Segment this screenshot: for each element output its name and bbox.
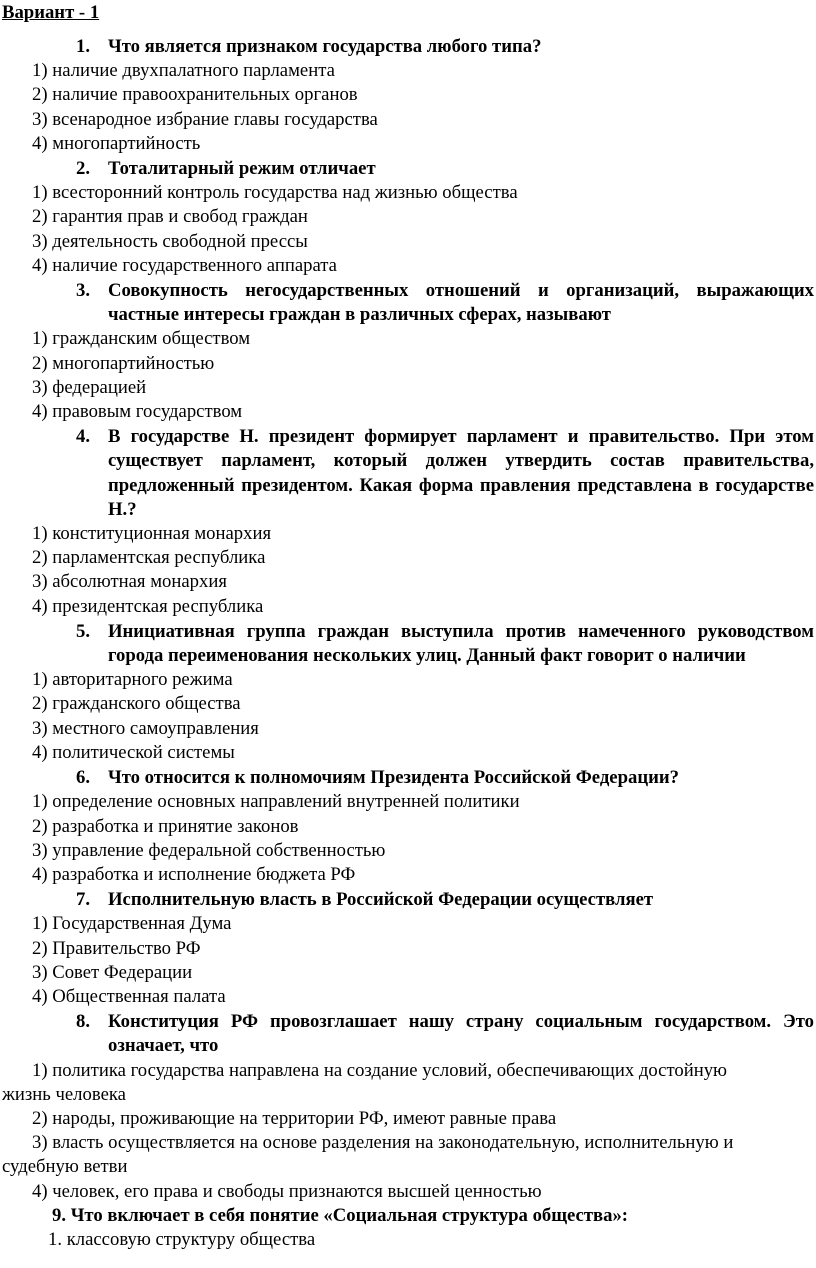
answer-option: 1) конституционная монархия bbox=[32, 523, 272, 545]
question-number: 3. bbox=[76, 280, 91, 302]
question-title: 9. Что включает в себя понятие «Социальная структура общества»: bbox=[52, 1204, 629, 1226]
question-block bbox=[2, 766, 814, 887]
question-block bbox=[2, 279, 814, 424]
answer-option: 1) Государственная Дума bbox=[32, 913, 232, 935]
question-title bbox=[2, 620, 814, 668]
answer-option: 1) гражданским обществом bbox=[32, 328, 251, 350]
question-number: 7. bbox=[76, 889, 91, 911]
question-title bbox=[2, 279, 814, 327]
answer-option: 4) правовым государством bbox=[32, 401, 243, 423]
question-text: В государстве Н. президент формирует парламент и правительство. При этом существует парламент, который должен утвердить состав правительства, предложенный президентом. Какая форма правления представлена в государстве Н.? bbox=[108, 426, 814, 520]
answer-option: 3) деятельность свободной прессы bbox=[32, 230, 308, 252]
answer-option: 3) управление федеральной собственностью bbox=[32, 839, 386, 861]
question-number: 8. bbox=[76, 1011, 91, 1033]
question-text: Что относится к полномочиям Президента Российской Федерации? bbox=[108, 767, 679, 789]
answer-option: 4) разработка и исполнение бюджета РФ bbox=[32, 863, 356, 885]
answer-option: 2) многопартийностью bbox=[32, 352, 215, 374]
answer-option: 2) Правительство РФ bbox=[32, 937, 201, 959]
answer-option: 4) наличие государственного аппарата bbox=[32, 254, 337, 276]
answer-option: 2) гарантия прав и свобод граждан bbox=[32, 206, 308, 228]
question-text: Инициативная группа граждан выступила против намеченного руководством города переименования нескольких улиц. Данный факт говорит о наличии bbox=[108, 620, 814, 667]
answer-option: 4) многопартийность bbox=[32, 132, 201, 154]
answer-option: 3) абсолютная монархия bbox=[32, 571, 227, 593]
question-number: 5. bbox=[76, 620, 91, 642]
variant-heading: Вариант - 1 bbox=[2, 2, 100, 23]
question-title bbox=[2, 425, 814, 522]
answer-option: 1. классовую структуру общества bbox=[48, 1228, 316, 1250]
answer-option: 1) наличие двухпалатного парламента bbox=[32, 60, 335, 82]
answer-option: 4) Общественная палата bbox=[32, 985, 226, 1007]
question-title bbox=[2, 157, 814, 181]
question-number: 6. bbox=[76, 767, 91, 789]
question-text: Исполнительную власть в Российской Федерации осуществляет bbox=[108, 889, 654, 911]
answer-option: 2) гражданского общества bbox=[32, 693, 241, 715]
answer-option: 3) местного самоуправления bbox=[32, 717, 259, 739]
question-block bbox=[2, 888, 814, 1009]
test-document bbox=[2, 1, 814, 1252]
answer-option: 2) разработка и принятие законов bbox=[32, 815, 299, 837]
question-block bbox=[2, 35, 814, 156]
answer-option: 3) всенародное избрание главы государства bbox=[32, 108, 378, 130]
question-text: Тоталитарный режим отличает bbox=[108, 158, 376, 180]
answer-option: 4) политической системы bbox=[32, 741, 235, 763]
question-text: Что является признаком государства любого типа? bbox=[108, 36, 542, 57]
answer-option: 3) власть осуществляется на основе разделения на законодательную, исполнительную и судебную ветви bbox=[2, 1132, 734, 1178]
answer-option: 3) федерацией bbox=[32, 376, 147, 398]
question-block bbox=[2, 1010, 814, 1204]
question-block bbox=[2, 425, 814, 619]
answer-option: 2) народы, проживающие на территории РФ, имеют равные права bbox=[32, 1107, 557, 1129]
answer-option: 4) президентская республика bbox=[32, 595, 264, 617]
question-number: 1. bbox=[76, 36, 91, 57]
answer-option: 2) наличие правоохранительных органов bbox=[32, 84, 358, 106]
question-title bbox=[2, 35, 814, 59]
answer-option: 2) парламентская республика bbox=[32, 547, 266, 569]
answer-option: 1) всесторонний контроль государства над жизнью общества bbox=[32, 182, 518, 204]
question-text: Конституция РФ провозглашает нашу страну социальным государством. Это означает, что bbox=[108, 1011, 814, 1057]
answer-option: 1) определение основных направлений внутренней политики bbox=[32, 791, 520, 813]
answer-option: 1) политика государства направлена на создание условий, обеспечивающих достойную жизнь человека bbox=[2, 1059, 728, 1105]
question-text: Совокупность негосударственных отношений и организаций, выражающих частные интересы граждан в различных сферах, называют bbox=[108, 280, 814, 326]
question-block bbox=[2, 620, 814, 765]
question-number: 2. bbox=[76, 158, 91, 180]
question-title bbox=[2, 1010, 814, 1058]
answer-option: 1) авторитарного режима bbox=[32, 669, 233, 691]
question-block bbox=[2, 157, 814, 278]
question-block bbox=[2, 1204, 814, 1252]
question-title bbox=[2, 766, 814, 790]
answer-option: 4) человек, его права и свободы признаются высшей ценностью bbox=[32, 1180, 542, 1202]
answer-option: 3) Совет Федерации bbox=[32, 961, 193, 983]
question-number: 4. bbox=[76, 426, 91, 448]
question-title bbox=[2, 888, 814, 912]
